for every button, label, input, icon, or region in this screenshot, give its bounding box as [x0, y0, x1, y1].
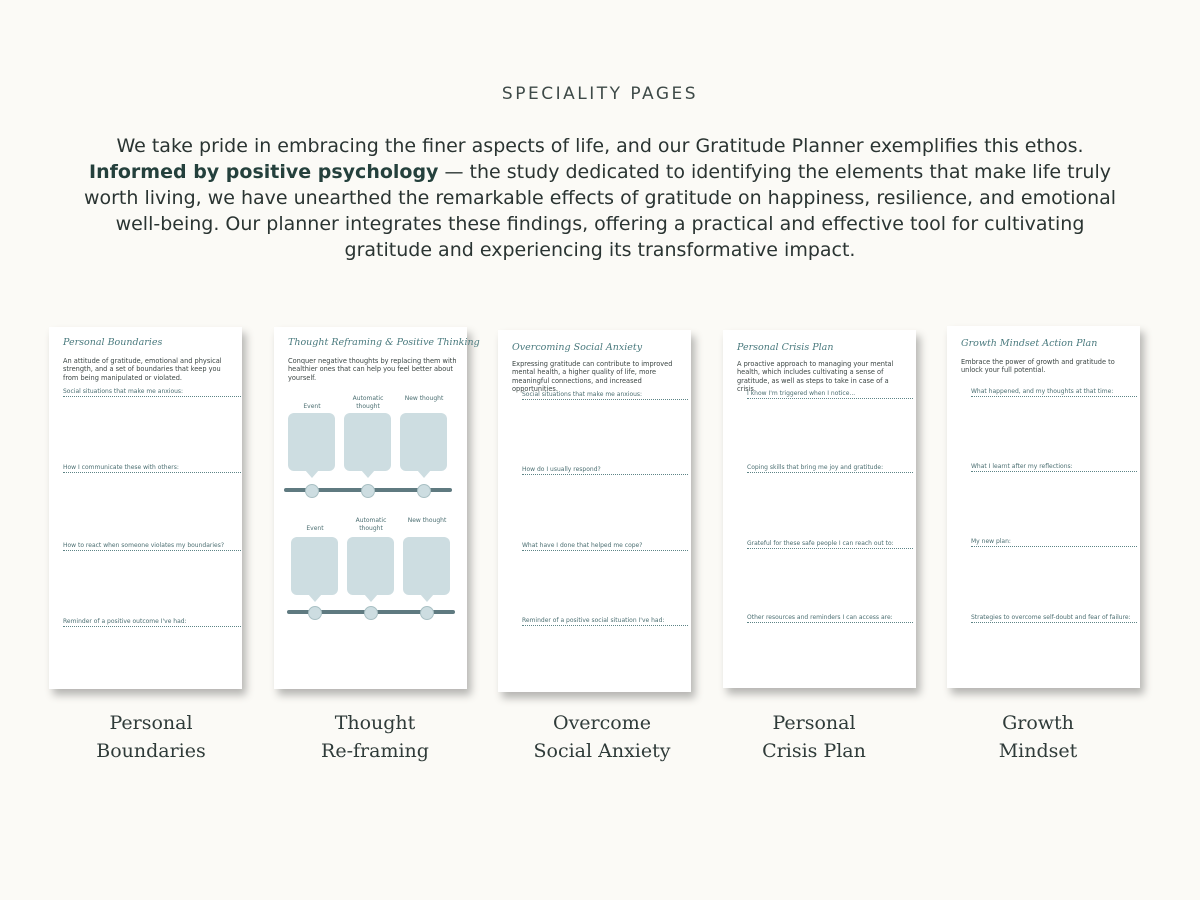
caption-line: Crisis Plan: [762, 740, 866, 762]
page-title: Growth Mindset Action Plan: [961, 338, 1098, 349]
event-bubble: [291, 537, 338, 595]
caption-crisis-plan: [709, 709, 919, 765]
intro-emphasis: Informed by positive psychology: [89, 161, 439, 183]
section-heading: SPECIALITY PAGES: [501, 84, 699, 104]
thought-diagram-2: [287, 517, 457, 627]
page-preview-personal-boundaries[interactable]: [49, 327, 242, 689]
prompt-field: Strategies to overcome self-doubt and fear of failure:: [971, 614, 1137, 623]
caption-line: Boundaries: [96, 740, 206, 762]
prompt-field: What have I done that helped me cope?: [522, 542, 688, 551]
bubble-label: Automatic thought: [352, 395, 384, 410]
page-preview-crisis-plan[interactable]: [723, 330, 916, 688]
bubble-label: Event: [306, 525, 324, 532]
prompt-field: Reminder of a positive social situation I've had:: [522, 617, 688, 626]
timeline-dot: [364, 606, 378, 620]
page-description: Embrace the power of growth and gratitude to unlock your full potential.: [961, 358, 1115, 375]
prompt-field: Grateful for these safe people I can reach out to:: [747, 540, 913, 549]
thought-diagram-1: [284, 395, 454, 505]
caption-social-anxiety: [497, 709, 707, 765]
automatic-thought-bubble: [347, 537, 394, 595]
prompt-field: What I learnt after my reflections:: [971, 463, 1137, 472]
bubble-label: Automatic thought: [355, 517, 387, 532]
prompt-field: How to react when someone violates my boundaries?: [63, 542, 241, 551]
caption-growth-mindset: [933, 709, 1143, 765]
caption-line: Thought: [334, 712, 416, 734]
intro-text-2: — the study dedicated to identifying the elements that make life truly worth living, we have unearthed the remarkable effects of gratitude on happiness, resilience, and emotional well-being. Our planner integrates these findings, offering a practical and effective tool for cultivating gratitude and experiencing its transformative impact.: [83, 161, 1117, 261]
bubble-label: New thought: [404, 395, 444, 402]
timeline-dot: [420, 606, 434, 620]
caption-line: Re-framing: [321, 740, 429, 762]
caption-line: Growth: [1002, 712, 1074, 734]
prompt-field: What happened, and my thoughts at that time:: [971, 388, 1137, 397]
timeline-dot: [308, 606, 322, 620]
intro-text-1: We take pride in embracing the finer aspects of life, and our Gratitude Planner exemplifies this ethos.: [116, 135, 1084, 157]
bubble-label: New thought: [407, 517, 447, 524]
prompt-field: How do I usually respond?: [522, 466, 688, 475]
page-title: Overcoming Social Anxiety: [512, 342, 643, 353]
bubble-label: Event: [303, 403, 321, 410]
page-preview-thought-reframing[interactable]: [274, 327, 480, 689]
timeline-dot: [305, 484, 319, 498]
caption-line: Social Anxiety: [533, 740, 671, 762]
prompt-field: Social situations that make me anxious:: [522, 391, 688, 400]
prompt-field: My new plan:: [971, 538, 1137, 547]
caption-thought-reframing: [270, 709, 480, 765]
page-title: Personal Crisis Plan: [737, 342, 834, 353]
new-thought-bubble: [403, 537, 450, 595]
automatic-thought-bubble: [344, 413, 391, 471]
page-description: An attitude of gratitude, emotional and physical strength, and a set of boundaries that keep you from being manipulated or violated.: [63, 357, 222, 382]
prompt-field: I know I'm triggered when I notice...: [747, 390, 913, 399]
page-preview-social-anxiety[interactable]: [498, 330, 691, 692]
event-bubble: [288, 413, 335, 471]
prompt-field: Reminder of a positive outcome I've had:: [63, 618, 241, 627]
page-description: Conquer negative thoughts by replacing them with healthier ones that can help you feel better about yourself.: [288, 357, 457, 382]
caption-line: Mindset: [998, 740, 1078, 762]
page-preview-growth-mindset[interactable]: [947, 326, 1140, 688]
page-title: Thought Reframing & Positive Thinking: [288, 337, 480, 348]
caption-line: Overcome: [553, 712, 651, 734]
timeline-dot: [417, 484, 431, 498]
page-description: A proactive approach to managing your mental health, which includes cultivating a sense of gratitude, as well as steps to take in case of a crisis.: [737, 360, 894, 393]
caption-line: Personal: [109, 712, 193, 734]
page-title: Personal Boundaries: [63, 337, 163, 348]
timeline-dot: [361, 484, 375, 498]
caption-personal-boundaries: [46, 709, 256, 765]
caption-line: Personal: [772, 712, 856, 734]
intro-paragraph: [80, 133, 1120, 263]
prompt-field: Other resources and reminders I can access are:: [747, 614, 913, 623]
prompt-field: Coping skills that bring me joy and gratitude:: [747, 464, 913, 473]
prompt-field: How I communicate these with others:: [63, 464, 241, 473]
prompt-field: Social situations that make me anxious:: [63, 388, 241, 397]
new-thought-bubble: [400, 413, 447, 471]
page-description: Expressing gratitude can contribute to improved mental health, a higher quality of life, more meaningful connections, and increased opportunities.: [512, 360, 673, 393]
